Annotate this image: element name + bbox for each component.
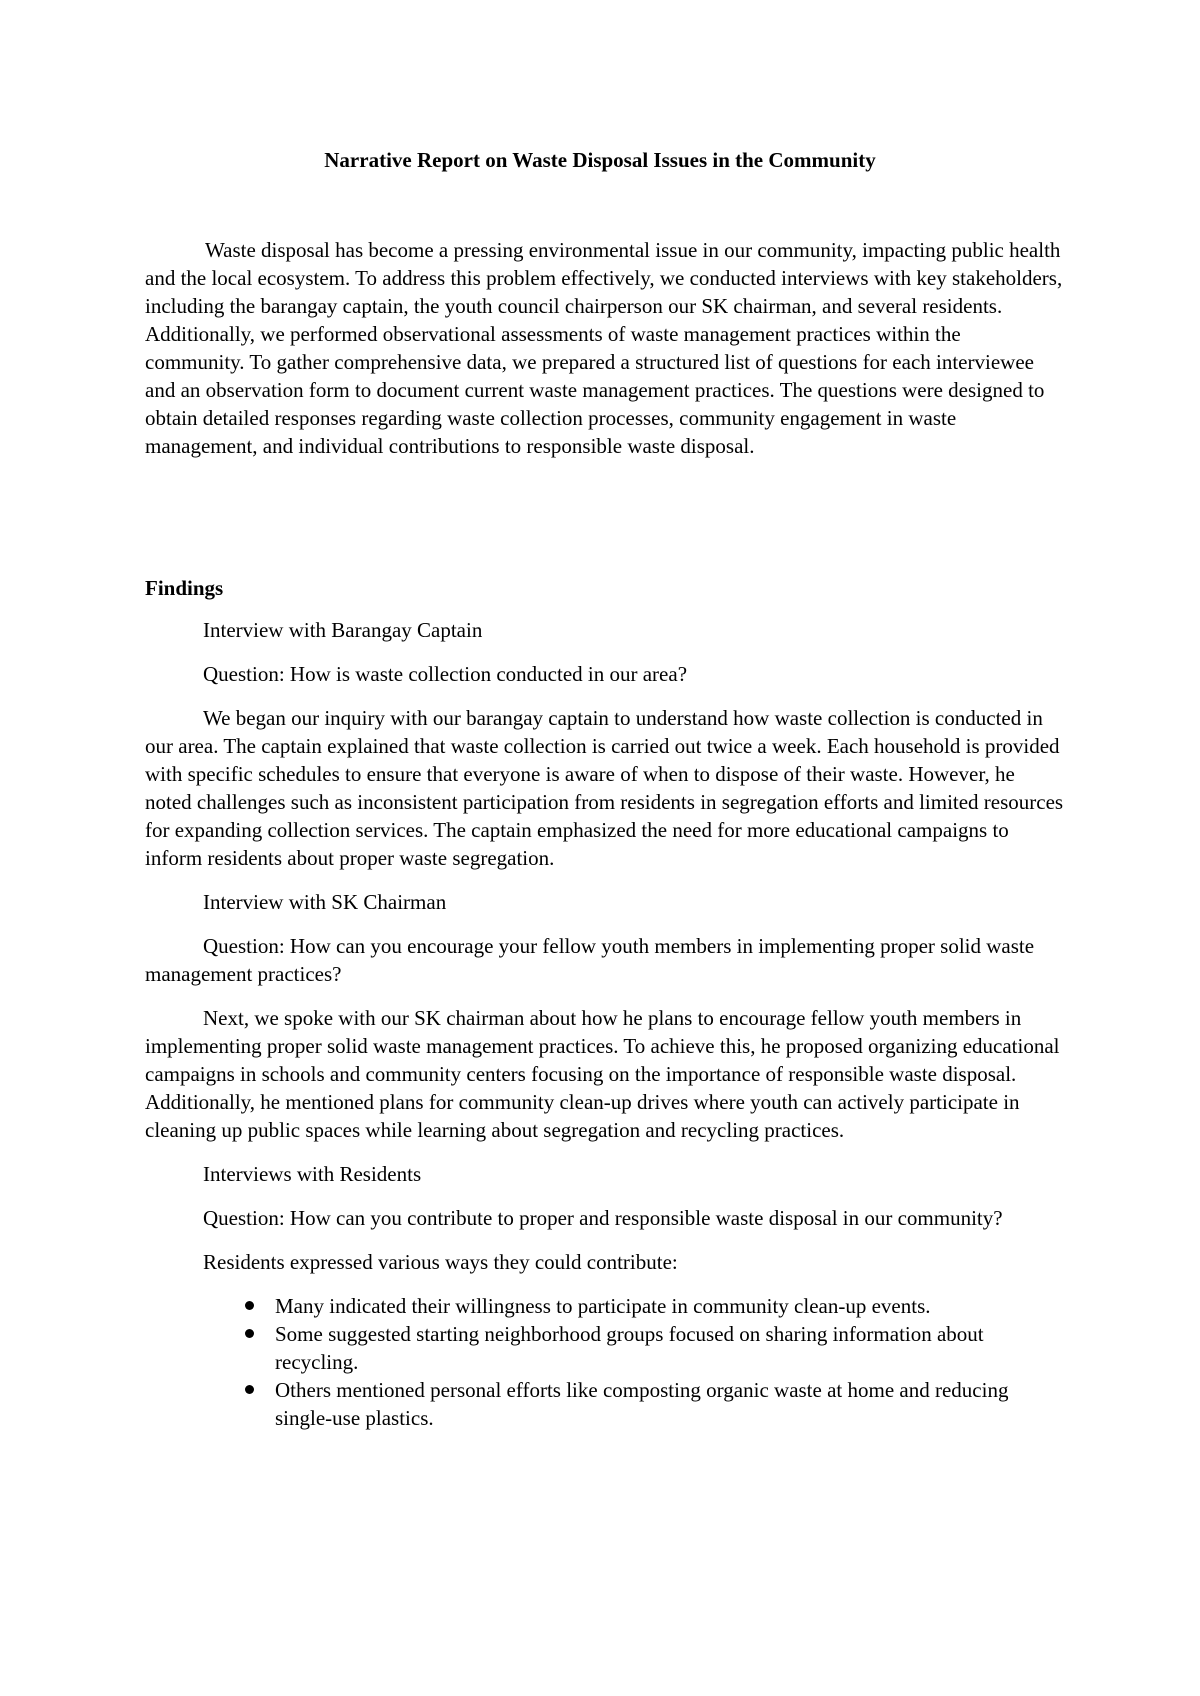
intro-paragraph: Waste disposal has become a pressing environmental issue in our community, impacting public health and the local ecosystem. To address this problem effectively, we conducted interviews with key stakeholders, including the barangay captain, the youth council chairperson our SK chairman, and several residents. Additionally, we performed observational assessments of waste management practices within the community. To gather comprehensive data, we prepared a structured list of questions for each interviewee and an observation form to document current waste management practices. The questions were designed to obtain detailed responses regarding waste collection processes, community engagement in waste management, and individual contributions to responsible waste disposal.	[145, 238, 1063, 458]
answer-captain: We began our inquiry with our barangay captain to understand how waste collection is conducted in our area. The captain explained that waste collection is carried out twice a week. Each household is provided with specific schedules to ensure that everyone is aware of when to dispose of their waste. However, he noted challenges such as inconsistent participation from residents in segregation efforts and limited resources for expanding collection services. The captain emphasized the need for more educational campaigns to inform residents about proper waste segregation.	[145, 706, 1064, 870]
bullet-icon	[245, 1329, 254, 1338]
list-item-text: Some suggested starting neighborhood groups focused on sharing information about recycling.	[275, 1322, 984, 1374]
answer-sk-chairman: Next, we spoke with our SK chairman about how he plans to encourage fellow youth members in implementing proper solid waste management practices. To achieve this, he proposed organizing educational campaigns in schools and community centers focusing on the importance of responsible waste disposal. Additionally, he mentioned plans for community clean-up drives where youth can actively participate in cleaning up public spaces while learning about segregation and recycling practices.	[145, 1006, 1060, 1142]
section-heading-sk-chairman: Interview with SK Chairman	[203, 890, 447, 914]
question-sk-chairman: Question: How can you encourage your fellow youth members in implementing proper solid waste management practices?	[145, 934, 1035, 986]
list-item	[275, 1376, 1065, 1432]
section-heading-residents: Interviews with Residents	[203, 1162, 422, 1186]
list-item-text: Many indicated their willingness to participate in community clean-up events.	[275, 1294, 931, 1318]
list-item	[275, 1320, 1065, 1376]
list-item-text: Others mentioned personal efforts like composting organic waste at home and reducing single-use plastics.	[275, 1378, 1009, 1430]
question-captain: Question: How is waste collection conducted in our area?	[203, 662, 688, 686]
section-heading-captain: Interview with Barangay Captain	[203, 618, 483, 642]
residents-bullet-list	[145, 1292, 1065, 1432]
answer-residents: Residents expressed various ways they could contribute:	[203, 1250, 678, 1274]
findings-section	[145, 616, 1065, 1432]
bullet-icon	[245, 1385, 254, 1394]
findings-heading: Findings	[145, 576, 224, 600]
document-title: Narrative Report on Waste Disposal Issues in the Community	[324, 148, 876, 172]
question-residents: Question: How can you contribute to proper and responsible waste disposal in our community?	[203, 1206, 1003, 1230]
list-item	[275, 1292, 1065, 1320]
bullet-icon	[245, 1301, 254, 1310]
